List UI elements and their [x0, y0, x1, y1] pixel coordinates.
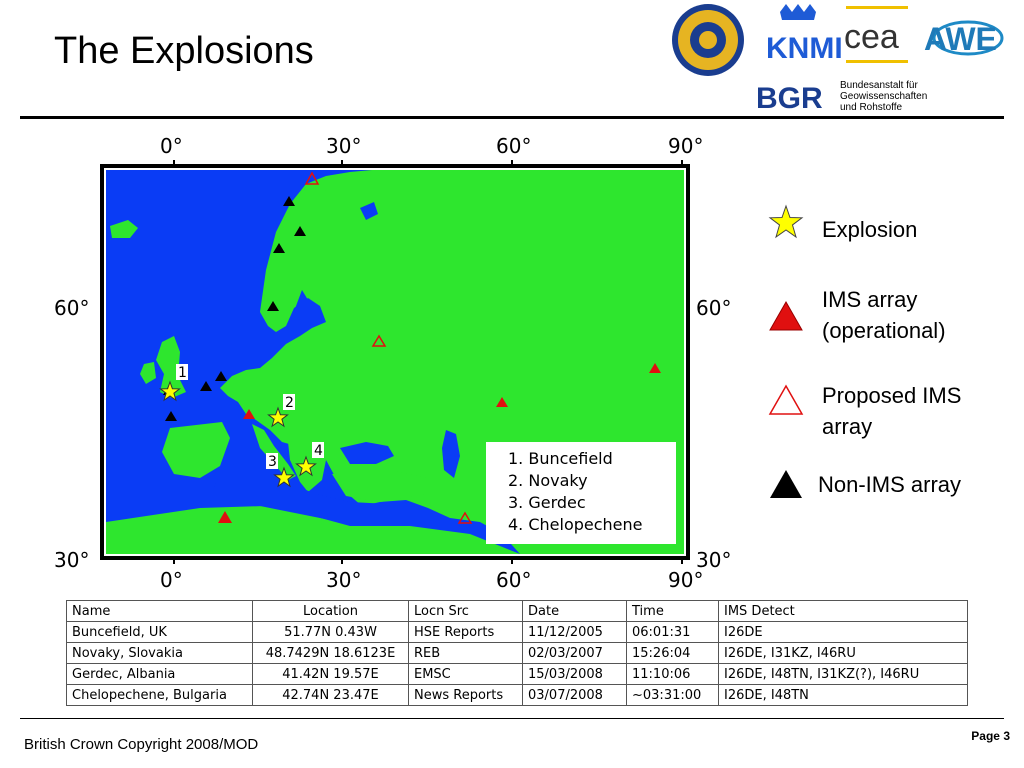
col-date: Date	[523, 601, 627, 622]
research-laboratory-seal-icon	[672, 4, 744, 76]
cell-name: Novaky, Slovakia	[67, 643, 253, 664]
legend-proposed-line1: Proposed IMS	[822, 383, 962, 408]
cell-locn-src: EMSC	[409, 664, 523, 685]
cell-time: 11:10:06	[627, 664, 719, 685]
top-tick-90: 90°	[668, 134, 704, 158]
cell-date: 11/12/2005	[523, 622, 627, 643]
footer-divider	[20, 718, 1004, 719]
legend-proposed-line2: array	[822, 414, 873, 439]
bottom-tick-30: 30°	[326, 568, 362, 592]
table-row	[67, 685, 968, 706]
awe-text: AWE	[924, 21, 997, 57]
hollow-triangle-icon	[768, 382, 804, 418]
copyright-footer: British Crown Copyright 2008/MOD	[24, 736, 259, 753]
col-name: Name	[67, 601, 253, 622]
cell-locn-src: HSE Reports	[409, 622, 523, 643]
inset-line-3: 3. Gerdec	[508, 493, 586, 512]
inset-line-4: 4. Chelopechene	[508, 515, 643, 534]
top-tick-30: 30°	[326, 134, 362, 158]
bgr-line3: und Rohstoffe	[840, 102, 903, 113]
event-number-4: 4	[314, 443, 323, 459]
legend-non-ims-label: Non-IMS array	[818, 472, 962, 497]
col-locn-src: Locn Src	[409, 601, 523, 622]
cell-ims-detect: I26DE	[719, 622, 968, 643]
cell-ims-detect: I26DE, I48TN, I31KZ(?), I46RU	[719, 664, 968, 685]
bottom-tick-90: 90°	[668, 568, 704, 592]
cea-text: cea	[844, 18, 899, 56]
cell-location: 48.7429N 18.6123E	[253, 643, 409, 664]
cell-date: 03/07/2008	[523, 685, 627, 706]
table-row	[67, 643, 968, 664]
red-triangle-icon	[768, 298, 804, 334]
inset-line-2: 2. Novaky	[508, 471, 588, 490]
bgr-logo	[754, 78, 927, 115]
legend-proposed-ims	[768, 380, 1024, 450]
table-row	[67, 664, 968, 685]
page-number: Page 3	[971, 729, 1010, 743]
bottom-tick-0: 0°	[160, 568, 183, 592]
bottom-tick-60: 60°	[496, 568, 532, 592]
cell-time: 15:26:04	[627, 643, 719, 664]
col-ims-detect: IMS Detect	[719, 601, 968, 622]
cell-time: 06:01:31	[627, 622, 719, 643]
event-inset-list	[486, 442, 676, 544]
bgr-text: BGR	[756, 82, 823, 115]
cea-logo	[844, 6, 908, 63]
col-time: Time	[627, 601, 719, 622]
knmi-logo	[766, 4, 843, 65]
cell-location: 42.74N 23.47E	[253, 685, 409, 706]
logos-svg	[668, 0, 1024, 116]
bgr-line2: Geowissenschaften	[840, 91, 928, 102]
cell-location: 41.42N 19.57E	[253, 664, 409, 685]
star-icon	[768, 204, 804, 240]
right-tick-60: 60°	[696, 296, 732, 320]
top-tick-60: 60°	[496, 134, 532, 158]
cell-name: Gerdec, Albania	[67, 664, 253, 685]
slide-title: The Explosions	[54, 30, 314, 72]
map-legend	[768, 200, 1024, 510]
legend-explosion-label: Explosion	[822, 217, 918, 242]
inset-line-1: 1. Buncefield	[508, 449, 613, 468]
cell-locn-src: News Reports	[409, 685, 523, 706]
top-tick-0: 0°	[160, 134, 183, 158]
left-tick-30: 30°	[54, 548, 90, 572]
cell-date: 02/03/2007	[523, 643, 627, 664]
cell-time: ~03:31:00	[627, 685, 719, 706]
legend-ims-line1: IMS array	[822, 287, 918, 312]
left-tick-60: 60°	[54, 296, 90, 320]
col-location: Location	[253, 601, 409, 622]
table-row	[67, 622, 968, 643]
bgr-line1: Bundesanstalt für	[840, 80, 918, 91]
legend-explosion	[768, 204, 1024, 244]
knmi-text: KNMI	[766, 32, 843, 65]
event-number-2: 2	[285, 395, 294, 411]
awe-logo	[924, 21, 1002, 57]
event-number-1: 1	[178, 365, 187, 381]
cell-name: Buncefield, UK	[67, 622, 253, 643]
legend-ims-array	[768, 284, 1024, 354]
explosions-table	[66, 600, 968, 706]
cell-name: Chelopechene, Bulgaria	[67, 685, 253, 706]
partner-logos	[668, 0, 1024, 116]
cell-location: 51.77N 0.43W	[253, 622, 409, 643]
cell-locn-src: REB	[409, 643, 523, 664]
europe-map	[50, 130, 750, 590]
event-number-3: 3	[268, 454, 277, 470]
right-tick-30: 30°	[696, 548, 732, 572]
cell-ims-detect: I26DE, I31KZ, I46RU	[719, 643, 968, 664]
table-header-row	[67, 601, 968, 622]
title-divider	[20, 116, 1004, 119]
cell-date: 15/03/2008	[523, 664, 627, 685]
cell-ims-detect: I26DE, I48TN	[719, 685, 968, 706]
black-triangle-icon	[768, 466, 804, 502]
legend-ims-line2: (operational)	[822, 318, 946, 343]
legend-non-ims	[768, 466, 1024, 506]
